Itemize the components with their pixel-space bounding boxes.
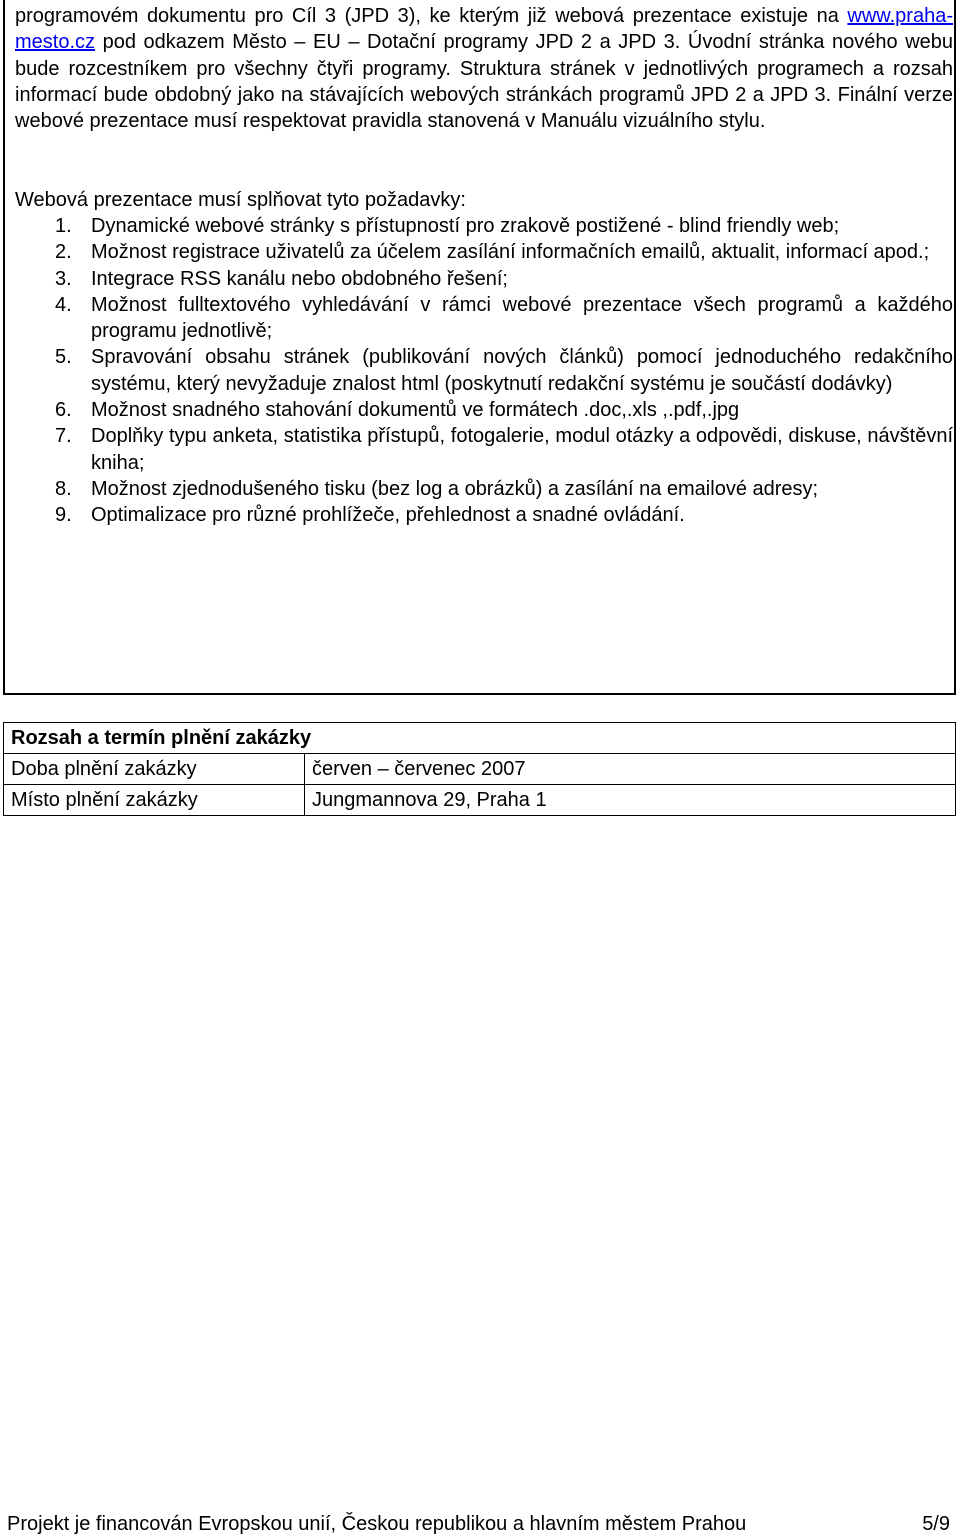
requirement-item	[15, 292, 953, 345]
requirement-text: Dynamické webové stránky s přístupností pro zrakově postižené - blind friendly web;	[91, 215, 840, 237]
requirement-number: 3.	[55, 267, 72, 290]
requirement-text: Možnost registrace uživatelů za účelem zasílání informačních emailů, aktualit, informací apod.;	[91, 241, 930, 264]
requirement-number: 7.	[55, 425, 72, 448]
requirement-item	[15, 266, 953, 292]
requirements-title: Webová prezentace musí splňovat tyto požadavky:	[15, 189, 466, 211]
table-cell-label: Doba plnění zakázky	[4, 754, 305, 785]
requirement-number: 4.	[55, 293, 72, 316]
page-footer	[7, 1512, 950, 1536]
page-number: 5/9	[922, 1513, 950, 1535]
requirement-text: Spravování obsahu stránek (publikování nových článků) pomocí jednoduchého redakčního systému, který nevyžaduje znalost html (poskytnutí redakční systému je součástí dodávky)	[91, 346, 953, 395]
table-cell-label: Místo plnění zakázky	[4, 785, 305, 816]
terms-table-heading: Rozsah a termín plnění zakázky	[4, 723, 956, 754]
table-header-row	[4, 723, 956, 754]
requirement-text: Integrace RSS kanálu nebo obdobného řešení;	[91, 267, 508, 290]
requirement-number: 6.	[55, 399, 72, 422]
requirement-number: 2.	[55, 241, 72, 264]
table-row	[4, 785, 956, 816]
requirement-text: Možnost zjednodušeného tisku (bez log a obrázků) a zasílání na emailové adresy;	[91, 477, 819, 500]
requirement-item	[15, 502, 953, 528]
requirement-number: 1.	[55, 215, 72, 237]
description-box	[3, 0, 956, 695]
requirement-text: Doplňky typu anketa, statistika přístupů, fotogalerie, modul otázky a odpovědi, diskuse, návštěvní kniha;	[91, 425, 953, 474]
requirement-number: 9.	[55, 504, 72, 527]
requirements-list	[15, 213, 953, 529]
requirement-item	[15, 397, 953, 423]
intro-text-part2: pod odkazem Město – EU – Dotační programy JPD 2 a JPD 3. Úvodní stránka nového webu bude rozcestníkem pro všechny čtyři programy. Struktura stránek v jednotlivých programech a rozsah informací bude obdobný jako na stávajících webových stránkách programů JPD 2 a JPD 3. Finální verze webové prezentace musí respektovat pravidla stanovená v Manuálu vizuálního stylu.	[15, 31, 953, 133]
praha-mesto-link[interactable]: www.praha-mesto.cz	[15, 5, 953, 54]
requirement-item	[15, 213, 953, 239]
footer-funding-text: Projekt je financován Evropskou unií, Českou republikou a hlavním městem Prahou	[7, 1513, 747, 1535]
intro-paragraph	[15, 3, 953, 134]
requirement-item	[15, 239, 953, 265]
table-row	[4, 754, 956, 785]
requirement-text: Možnost snadného stahování dokumentů ve formátech .doc,.xls ,.pdf,.jpg	[91, 399, 740, 422]
requirement-text: Optimalizace pro různé prohlížeče, přehlednost a snadné ovládání.	[91, 504, 685, 527]
requirement-number: 8.	[55, 477, 72, 500]
requirement-item	[15, 476, 953, 502]
intro-text-part1: programovém dokumentu pro Cíl 3 (JPD 3), ke kterým již webová prezentace existuje na	[15, 5, 848, 27]
requirement-number: 5.	[55, 346, 72, 369]
table-cell-value: červen – červenec 2007	[305, 754, 956, 785]
requirement-item	[15, 423, 953, 476]
requirement-text: Možnost fulltextového vyhledávání v rámci webové prezentace všech programů a každého programu jednotlivě;	[91, 293, 953, 343]
requirement-item	[15, 344, 953, 397]
terms-table	[3, 722, 956, 816]
table-cell-value: Jungmannova 29, Praha 1	[305, 785, 956, 816]
